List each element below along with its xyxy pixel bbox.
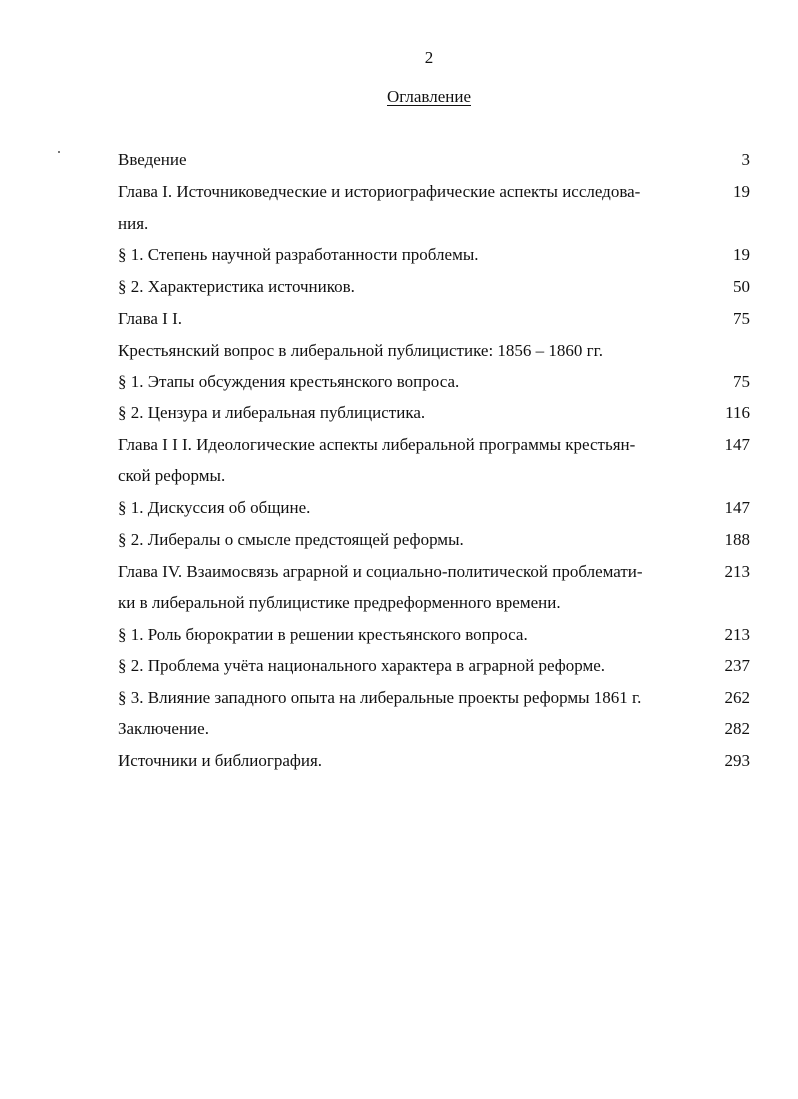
toc-entry-chapter-2-title: [118, 339, 750, 363]
toc-entry-chapter-1: [118, 180, 750, 204]
toc-entry-text: § 3. Влияние западного опыта на либеральные проекты реформы 1861 г.: [118, 688, 642, 707]
toc-entry-text: § 1. Дискуссия об общине.: [118, 498, 311, 517]
toc-entry-conclusion: [118, 717, 750, 741]
toc-entry-text: Глава IV. Взаимосвязь аграрной и социально-политической проблемати-: [118, 562, 643, 581]
toc-entry-page: 213: [724, 625, 750, 644]
toc-entry-page: 75: [733, 372, 750, 391]
page-number: 2: [424, 48, 434, 67]
toc-entry-page: 237: [724, 656, 750, 675]
toc-entry-ch1-section-1: [118, 243, 750, 267]
toc-entry-text: § 2. Цензура и либеральная публицистика.: [118, 403, 426, 422]
toc-entry-ch1-section-2: [118, 275, 750, 299]
toc-entry-ch2-section-2: [118, 401, 750, 425]
page-title: Оглавление: [387, 87, 471, 106]
toc-entry-page: 75: [733, 309, 750, 328]
toc-entry-text: Глава I. Источниковедческие и историографические аспекты исследова-: [118, 182, 641, 201]
toc-entry-chapter-4-continued: [118, 591, 750, 615]
toc-entry-text: Введение: [118, 150, 187, 169]
toc-entry-bibliography: [118, 749, 750, 773]
toc-entry-text: ки в либеральной публицистике предреформенного времени.: [118, 593, 561, 612]
toc-entry-text: § 1. Роль бюрократии в решении крестьянского вопроса.: [118, 625, 528, 644]
toc-entry-text: § 2. Либералы о смысле предстоящей реформы.: [118, 530, 464, 549]
scan-speck: [58, 151, 60, 153]
toc-entry-chapter-2: [118, 307, 750, 331]
toc-entry-text: § 1. Этапы обсуждения крестьянского вопроса.: [118, 372, 460, 391]
toc-entry-text: § 1. Степень научной разработанности проблемы.: [118, 245, 479, 264]
toc-entry-page: 116: [725, 403, 750, 422]
toc-entry-ch4-section-1: [118, 623, 750, 647]
toc-entry-text: Источники и библиография.: [118, 751, 323, 770]
toc-entry-text: Глава I I.: [118, 309, 182, 328]
toc-entry-chapter-3: [118, 433, 750, 457]
toc-entry-text: § 2. Проблема учёта национального характера в аграрной реформе.: [118, 656, 606, 675]
toc-entry-page: 188: [724, 530, 750, 549]
toc-entry-page: 293: [724, 751, 750, 770]
toc-entry-text: § 2. Характеристика источников.: [118, 277, 355, 296]
toc-entry-text: Заключение.: [118, 719, 209, 738]
toc-entry-page: 19: [733, 245, 750, 264]
toc-entry-introduction: [118, 148, 750, 172]
toc-entry-text: Крестьянский вопрос в либеральной публицистике: 1856 – 1860 гг.: [118, 341, 603, 360]
toc-entry-text: ния.: [118, 214, 149, 233]
toc-entry-page: 3: [741, 150, 750, 169]
toc-entry-ch3-section-2: [118, 528, 750, 552]
toc-entry-page: 282: [724, 719, 750, 738]
toc-entry-ch4-section-3: [118, 686, 750, 710]
toc-entry-chapter-3-continued: [118, 464, 750, 488]
toc-entry-page: 19: [733, 182, 750, 201]
toc-entry-ch3-section-1: [118, 496, 750, 520]
toc-entry-ch2-section-1: [118, 370, 750, 394]
toc-entry-text: ской реформы.: [118, 466, 226, 485]
toc-entry-page: 262: [724, 688, 750, 707]
toc-entry-page: 147: [724, 435, 750, 454]
toc-entry-ch4-section-2: [118, 654, 750, 678]
toc-entry-text: Глава I I I. Идеологические аспекты либеральной программы крестьян-: [118, 435, 636, 454]
toc-entry-page: 213: [724, 562, 750, 581]
toc-entry-chapter-4: [118, 560, 750, 584]
toc-entry-page: 147: [724, 498, 750, 517]
toc-entry-chapter-1-continued: [118, 212, 750, 236]
toc-entry-page: 50: [733, 277, 750, 296]
